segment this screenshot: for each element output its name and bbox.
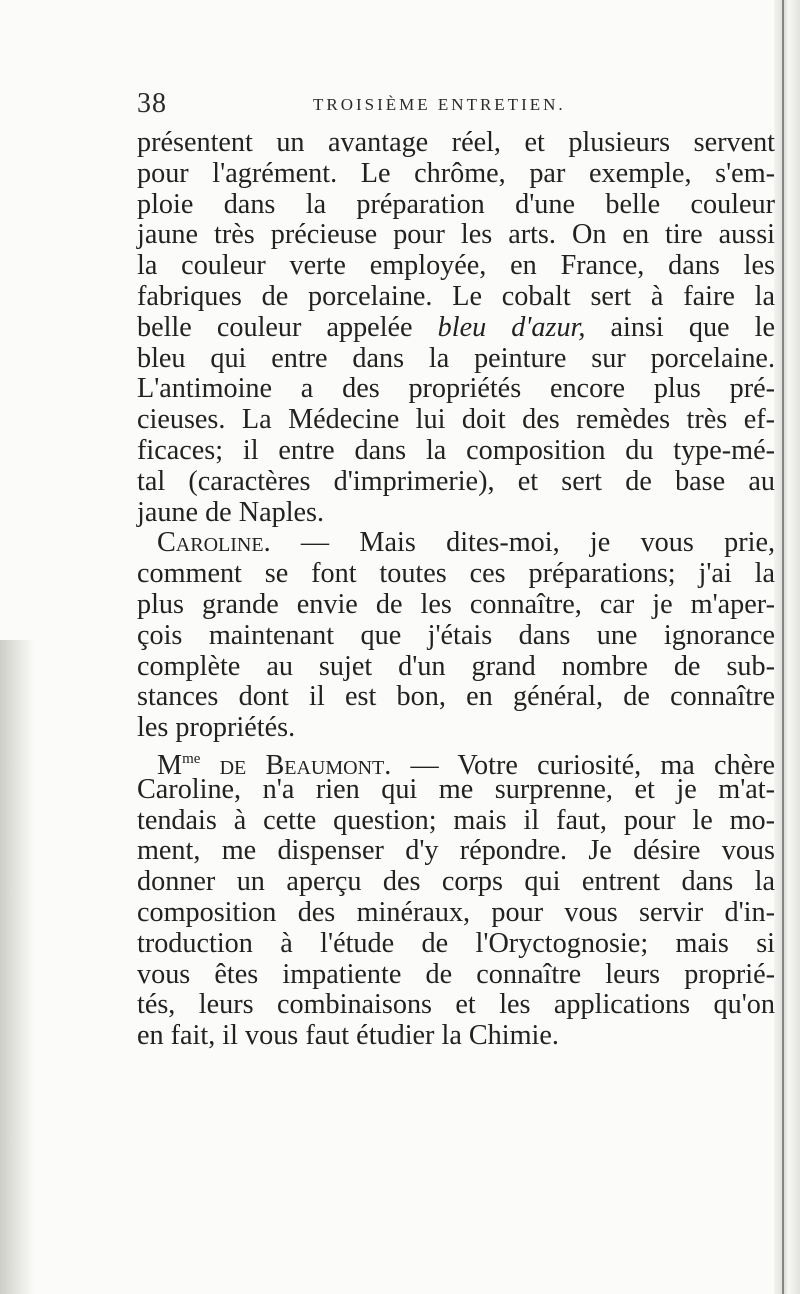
text-line — [137, 528, 775, 559]
body-text — [137, 128, 775, 1052]
speaker-name: Caroline. — [157, 527, 271, 559]
text-run: belle couleur appelée — [137, 311, 438, 343]
text-line: tés, leurs combinaisons et les applications qu'on — [137, 989, 775, 1021]
text-line: plus grande envie de les connaître, car je m'aper- — [137, 588, 775, 620]
text-line: troduction à l'étude de l'Oryctognosie; mais si — [137, 927, 775, 959]
text-line: Caroline, n'a rien qui me surprenne, et je m'at- — [137, 773, 775, 805]
page-number: 38 — [137, 88, 167, 119]
running-head: TROISIÈME ENTRETIEN. — [313, 95, 566, 114]
page-header — [137, 88, 777, 122]
text-line: stances dont il est bon, en général, de connaître — [137, 681, 775, 713]
text-line: jaune très précieuse pour les arts. On en tire aussi — [137, 219, 775, 251]
text-line: en fait, il vous faut étudier la Chimie. — [137, 1020, 559, 1052]
text-line: L'antimoine a des propriétés encore plus pré- — [137, 373, 775, 405]
speaker-name: de Beaumont. — [200, 749, 392, 781]
text-line: comment se font toutes ces préparations; j'ai la — [137, 558, 775, 590]
text-line: composition des minéraux, pour vous servir d'in- — [137, 896, 775, 928]
text-line — [137, 744, 775, 781]
text-line: complète au sujet d'un grand nombre de sub- — [137, 650, 775, 682]
text-line: bleu qui entre dans la peinture sur porcelaine. — [137, 342, 775, 374]
text-line — [137, 313, 775, 344]
text-line: ment, me dispenser d'y répondre. Je désire vous — [137, 835, 775, 867]
text-line: donner un aperçu des corps qui entrent dans la — [137, 866, 775, 898]
text-run: — Mais dites-moi, je vous prie, — [270, 527, 775, 559]
text-line: jaune de Naples. — [137, 496, 325, 528]
page-binding-edge — [774, 0, 800, 1294]
text-line: ficaces; il entre dans la composition du type-mé- — [137, 434, 775, 466]
text-line: ploie dans la préparation d'une belle couleur — [137, 188, 775, 220]
text-line: la couleur verte employée, en France, dans les — [137, 250, 775, 282]
text-line: vous êtes impatiente de connaître leurs proprié- — [137, 958, 775, 990]
speaker-title-superscript: me — [182, 750, 201, 767]
text-line: cieuses. La Médecine lui doit des remèdes très ef- — [137, 404, 775, 436]
page-stain — [0, 640, 34, 1294]
text-line: fabriques de porcelaine. Le cobalt sert à faire la — [137, 280, 775, 312]
text-run: ainsi que le — [585, 311, 775, 343]
speaker-title: M — [157, 749, 183, 781]
italic-term: bleu d'azur, — [437, 311, 586, 343]
text-line: pour l'agrément. Le chrôme, par exemple, s'em- — [137, 157, 775, 189]
text-line: tal (caractères d'imprimerie), et sert de base au — [137, 465, 775, 497]
text-line: çois maintenant que j'étais dans une ignorance — [137, 619, 775, 651]
text-line: présentent un avantage réel, et plusieurs servent — [137, 127, 775, 158]
text-line: les propriétés. — [137, 712, 296, 744]
text-line: tendais à cette question; mais il faut, pour le mo- — [137, 804, 775, 836]
text-run: — Votre curiosité, ma chère — [391, 749, 775, 781]
